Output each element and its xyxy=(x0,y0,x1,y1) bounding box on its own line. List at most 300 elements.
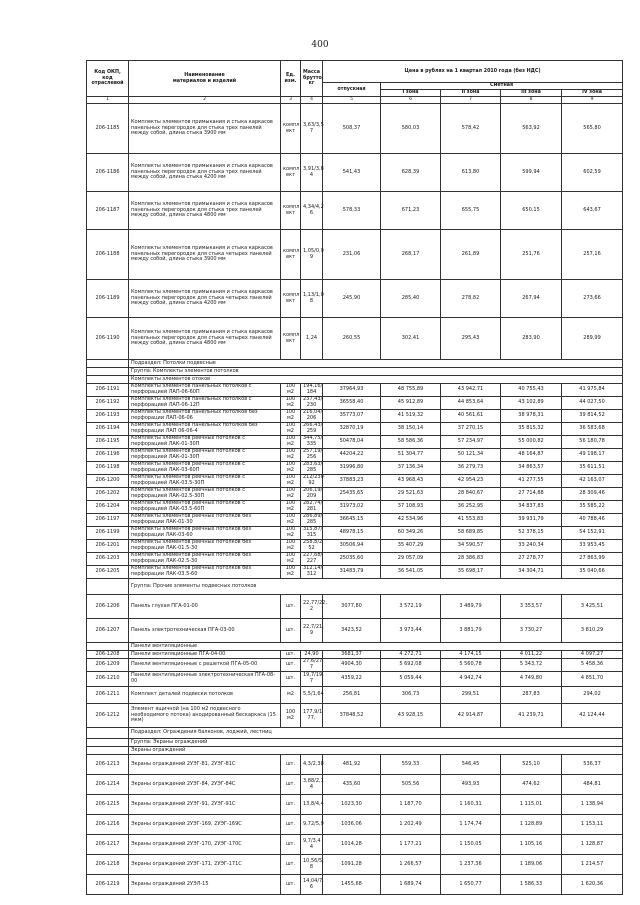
column-number: 4 xyxy=(301,97,323,104)
cell-price-release: 25435,65 xyxy=(323,488,381,501)
cell-mass: 283,63/ 285 xyxy=(301,462,323,475)
cell-price-zone-2: 655,75 xyxy=(441,192,501,230)
cell-name: Комплекты элементов примыкания и стыка каркасов панельных перегородок для стыка четырех панелей между собой, длина стыка 3900 мм xyxy=(129,230,281,280)
cell-price-zone-2: 35 698,17 xyxy=(441,566,501,579)
cell-code: 206-1189 xyxy=(87,280,129,318)
cell-price-zone-4: 36 583,68 xyxy=(562,423,623,436)
cell-price-zone-4: 49 198,17 xyxy=(562,449,623,462)
cell-price-zone-2: 42 914,87 xyxy=(441,704,501,728)
cell-price-zone-4: 39 814,52 xyxy=(562,410,623,423)
cell-price-zone-4: 33 953,45 xyxy=(562,540,623,553)
cell-price-zone-2: 3 489,79 xyxy=(441,595,501,619)
cell-price-release: 37848,52 xyxy=(323,704,381,728)
table-row xyxy=(87,619,623,643)
cell-price-zone-3: 41 277,55 xyxy=(501,475,562,488)
header-mass: Масса брутто, кг xyxy=(301,61,323,97)
cell-unit: шт. xyxy=(281,755,301,775)
cell-name: Комплекты элементов примыкания и стыка каркасов панельных перегородок для стыка трех панелей между собой, длина стыка 4200 мм xyxy=(129,154,281,192)
cell-name: Комплекты элементов реечных потолков без перфорации ЛАК-01.5-30 xyxy=(129,540,281,553)
cell-code: 206-1186 xyxy=(87,154,129,192)
cell-price-zone-3: 525,10 xyxy=(501,755,562,775)
cell-price-zone-4: 35 611,51 xyxy=(562,462,623,475)
cell-price-release: 48978,15 xyxy=(323,527,381,540)
cell-price-release: 31483,79 xyxy=(323,566,381,579)
cell-price-zone-4: 536,37 xyxy=(562,755,623,775)
table-row xyxy=(87,192,623,230)
section-code xyxy=(87,579,129,595)
cell-code: 206-1193 xyxy=(87,410,129,423)
cell-price-zone-1: 4 272,71 xyxy=(381,651,441,659)
cell-price-zone-3: 34 837,83 xyxy=(501,501,562,514)
cell-name: Комплекты элементов реечных потолков с перфорацией ЛАК-01-30П xyxy=(129,449,281,462)
cell-unit: компл ект xyxy=(281,280,301,318)
cell-unit: шт. xyxy=(281,651,301,659)
cell-mass: 227,68/ 227 xyxy=(301,553,323,566)
cell-name: Комплекты элементов реечных потолков без перфорации ЛАК-03.5-60 xyxy=(129,566,281,579)
section-code xyxy=(87,739,129,747)
cell-price-zone-3: 1 105,16 xyxy=(501,835,562,855)
cell-price-zone-3: 1 115,01 xyxy=(501,795,562,815)
cell-mass: 315,87/ 315 xyxy=(301,527,323,540)
cell-name: Комплекты элементов примыкания и стыка каркасов панельных перегородок для стыка четырех панелей между собой, длина стыка 4800 мм xyxy=(129,318,281,360)
cell-name: Комплекты элементов панельных потолков с перфорацией ЛАП-06-60П xyxy=(129,384,281,397)
cell-price-zone-4: 257,16 xyxy=(562,230,623,280)
section-title: Подраздел: Ограждения балконов, лоджий, лестниц xyxy=(129,728,623,739)
cell-price-zone-2: 299,51 xyxy=(441,687,501,704)
cell-price-zone-1: 36 541,05 xyxy=(381,566,441,579)
cell-price-zone-4: 41 975,84 xyxy=(562,384,623,397)
page-number: 400 xyxy=(311,40,329,50)
cell-price-zone-1: 306,73 xyxy=(381,687,441,704)
cell-code: 206-1203 xyxy=(87,553,129,566)
section-title: Группа: Прочие элементы подвесных потолков xyxy=(129,579,623,595)
cell-code: 206-1206 xyxy=(87,595,129,619)
table-row xyxy=(87,875,623,895)
cell-mass: 286,89/ 285 xyxy=(301,514,323,527)
cell-mass: 177,9/1 77, xyxy=(301,704,323,728)
cell-price-release: 30506,94 xyxy=(323,540,381,553)
table-row xyxy=(87,651,623,659)
cell-mass: 5,5/1,64 xyxy=(301,687,323,704)
cell-code: 206-1214 xyxy=(87,775,129,795)
cell-unit: 100 м2 xyxy=(281,553,301,566)
table-row xyxy=(87,553,623,566)
column-number: 3 xyxy=(281,97,301,104)
cell-unit: шт. xyxy=(281,659,301,672)
cell-name: Панели вентиляционные с решеткой ПГА-05-00 xyxy=(129,659,281,672)
cell-price-zone-1: 45 912,89 xyxy=(381,397,441,410)
cell-price-release: 37883,23 xyxy=(323,475,381,488)
cell-name: Комплекты элементов реечных потолков без перфорации ЛАК-01-30 xyxy=(129,514,281,527)
table-row xyxy=(87,475,623,488)
cell-price-zone-2: 1 237,36 xyxy=(441,855,501,875)
cell-price-zone-2: 28 840,67 xyxy=(441,488,501,501)
cell-code: 206-1213 xyxy=(87,755,129,775)
cell-mass: 24,90 xyxy=(301,651,323,659)
cell-price-zone-2: 36 252,95 xyxy=(441,501,501,514)
column-number: 6 xyxy=(381,97,441,104)
cell-mass: 14,04/7, 6 xyxy=(301,875,323,895)
cell-price-release: 541,43 xyxy=(323,154,381,192)
cell-price-zone-2: 578,42 xyxy=(441,104,501,154)
cell-price-zone-3: 1 189,06 xyxy=(501,855,562,875)
table-row xyxy=(87,795,623,815)
cell-unit: шт. xyxy=(281,672,301,687)
cell-name: Комплекты элементов панельных потолков без перфорации ЛАП 06-06-4 xyxy=(129,423,281,436)
cell-code: 206-1199 xyxy=(87,527,129,540)
table-row xyxy=(87,514,623,527)
cell-price-zone-4: 643,67 xyxy=(562,192,623,230)
cell-unit: шт. xyxy=(281,855,301,875)
cell-price-zone-4: 602,59 xyxy=(562,154,623,192)
price-table xyxy=(86,60,623,895)
cell-price-zone-3: 650,15 xyxy=(501,192,562,230)
cell-unit: компл ект xyxy=(281,104,301,154)
table-row xyxy=(87,815,623,835)
cell-price-zone-2: 58 689,85 xyxy=(441,527,501,540)
cell-price-zone-2: 261,89 xyxy=(441,230,501,280)
cell-price-zone-3: 43 102,89 xyxy=(501,397,562,410)
cell-price-zone-1: 51 304,77 xyxy=(381,449,441,462)
cell-price-release: 231,06 xyxy=(323,230,381,280)
cell-price-zone-4: 1 620,36 xyxy=(562,875,623,895)
cell-price-zone-3: 1 128,89 xyxy=(501,815,562,835)
table-row xyxy=(87,462,623,475)
cell-unit: компл ект xyxy=(281,318,301,360)
cell-price-zone-4: 4 851,70 xyxy=(562,672,623,687)
table-body xyxy=(87,104,623,895)
cell-price-zone-4: 35 040,66 xyxy=(562,566,623,579)
cell-unit: 100 м2 xyxy=(281,410,301,423)
table-row xyxy=(87,595,623,619)
cell-mass: 22,7/21, 9 xyxy=(301,619,323,643)
cell-mass: 258,8/2 52 xyxy=(301,540,323,553)
cell-code: 206-1202 xyxy=(87,488,129,501)
cell-price-zone-2: 5 560,78 xyxy=(441,659,501,672)
cell-mass: 312,14/ 312 xyxy=(301,566,323,579)
cell-unit: м2 xyxy=(281,687,301,704)
column-number: 5 xyxy=(323,97,381,104)
cell-name: Экраны ограждений 2УЭГ-84, 2УЭГ-84С xyxy=(129,775,281,795)
cell-price-release: 1036,06 xyxy=(323,815,381,835)
section-row xyxy=(87,747,623,755)
cell-price-zone-4: 484,81 xyxy=(562,775,623,795)
cell-name: Экраны ограждений 2УЭГ-81, 2УЭГ-81С xyxy=(129,755,281,775)
cell-code: 206-1208 xyxy=(87,651,129,659)
cell-code: 206-1205 xyxy=(87,566,129,579)
cell-price-zone-3: 4 011,22 xyxy=(501,651,562,659)
cell-name: Комплекты элементов примыкания и стыка каркасов панельных перегородок для стыка трех панелей между собой, длина стыка 3900 мм xyxy=(129,104,281,154)
column-number: 8 xyxy=(501,97,562,104)
section-title: Группа: Экраны ограждений xyxy=(129,739,623,747)
cell-price-zone-4: 3 425,51 xyxy=(562,595,623,619)
cell-price-zone-3: 27 714,88 xyxy=(501,488,562,501)
cell-name: Панель электротехническая ПГА-03-00 xyxy=(129,619,281,643)
header-zone-3: III зона xyxy=(501,90,562,97)
cell-price-zone-3: 35 815,32 xyxy=(501,423,562,436)
cell-price-zone-1: 43 928,15 xyxy=(381,704,441,728)
cell-price-zone-2: 1 150,05 xyxy=(441,835,501,855)
cell-code: 206-1191 xyxy=(87,384,129,397)
cell-unit: шт. xyxy=(281,875,301,895)
cell-price-zone-1: 48 755,89 xyxy=(381,384,441,397)
cell-mass: 13,8/4,4 xyxy=(301,795,323,815)
cell-price-release: 50478,04 xyxy=(323,436,381,449)
cell-price-zone-4: 27 863,99 xyxy=(562,553,623,566)
table-row xyxy=(87,449,623,462)
cell-price-zone-3: 267,94 xyxy=(501,280,562,318)
column-number: 2 xyxy=(129,97,281,104)
cell-code: 206-1212 xyxy=(87,704,129,728)
section-code xyxy=(87,728,129,739)
cell-price-zone-4: 565,80 xyxy=(562,104,623,154)
cell-price-zone-3: 5 343,72 xyxy=(501,659,562,672)
section-code xyxy=(87,747,129,755)
cell-price-release: 1023,30 xyxy=(323,795,381,815)
cell-unit: 100 м2 xyxy=(281,514,301,527)
table-row xyxy=(87,775,623,795)
cell-unit: шт. xyxy=(281,815,301,835)
cell-price-zone-2: 4 942,74 xyxy=(441,672,501,687)
cell-price-zone-2: 41 553,83 xyxy=(441,514,501,527)
header-estimates: Сметная xyxy=(381,83,623,90)
cell-price-zone-4: 1 214,57 xyxy=(562,855,623,875)
cell-price-zone-2: 295,43 xyxy=(441,318,501,360)
cell-price-zone-2: 546,45 xyxy=(441,755,501,775)
cell-mass: 10,56/5, 8 xyxy=(301,855,323,875)
cell-price-release: 4359,22 xyxy=(323,672,381,687)
cell-mass: 9,72/5,9 xyxy=(301,815,323,835)
cell-price-zone-2: 4 174,15 xyxy=(441,651,501,659)
cell-price-zone-1: 1 177,21 xyxy=(381,835,441,855)
table-row xyxy=(87,687,623,704)
section-code xyxy=(87,643,129,651)
cell-price-zone-1: 1 187,70 xyxy=(381,795,441,815)
cell-price-release: 3077,80 xyxy=(323,595,381,619)
cell-code: 206-1197 xyxy=(87,514,129,527)
section-row xyxy=(87,360,623,368)
cell-price-zone-2: 1 174,74 xyxy=(441,815,501,835)
table-row xyxy=(87,527,623,540)
cell-price-zone-4: 289,99 xyxy=(562,318,623,360)
cell-price-zone-3: 38 978,31 xyxy=(501,410,562,423)
cell-price-zone-1: 29 521,63 xyxy=(381,488,441,501)
cell-name: Экраны ограждений 2УЭЛ-15 xyxy=(129,875,281,895)
header-unit: Ед. изм. xyxy=(281,61,301,97)
section-title: Экраны ограждений xyxy=(129,747,623,755)
cell-code: 206-1198 xyxy=(87,462,129,475)
column-numbers-row xyxy=(87,97,623,104)
section-row xyxy=(87,728,623,739)
cell-price-release: 31973,02 xyxy=(323,501,381,514)
cell-unit: шт. xyxy=(281,835,301,855)
cell-price-zone-3: 474,62 xyxy=(501,775,562,795)
cell-price-release: 36558,40 xyxy=(323,397,381,410)
section-code xyxy=(87,376,129,384)
cell-price-zone-4: 42 124,44 xyxy=(562,704,623,728)
cell-name: Комплекты элементов панельных потолков без перфорации ЛАП-06-06 xyxy=(129,410,281,423)
cell-price-release: 35773,07 xyxy=(323,410,381,423)
cell-code: 206-1216 xyxy=(87,815,129,835)
column-number: 9 xyxy=(562,97,623,104)
cell-price-zone-2: 613,80 xyxy=(441,154,501,192)
cell-price-zone-2: 34 590,57 xyxy=(441,540,501,553)
cell-name: Комплекты элементов реечных потолков с перфорацией ЛАК-02.5-30П xyxy=(129,488,281,501)
cell-price-zone-3: 27 278,77 xyxy=(501,553,562,566)
cell-price-zone-4: 35 585,22 xyxy=(562,501,623,514)
cell-mass: 282,74/ 281 xyxy=(301,501,323,514)
table-row xyxy=(87,501,623,514)
cell-price-zone-4: 273,66 xyxy=(562,280,623,318)
cell-mass: 27,6/27, 7 xyxy=(301,659,323,672)
table-row xyxy=(87,154,623,192)
cell-mass: 22,77/22, 2 xyxy=(301,595,323,619)
cell-mass: 1,05/0,9 9 xyxy=(301,230,323,280)
cell-name: Комплекты элементов реечных потолков с перфорацией ЛАК-03.5-30П xyxy=(129,475,281,488)
cell-unit: компл ект xyxy=(281,154,301,192)
cell-code: 206-1190 xyxy=(87,318,129,360)
cell-mass: 206,19/ 209 xyxy=(301,488,323,501)
section-code xyxy=(87,368,129,376)
cell-price-zone-1: 5 059,44 xyxy=(381,672,441,687)
cell-unit: шт. xyxy=(281,619,301,643)
cell-price-zone-2: 493,93 xyxy=(441,775,501,795)
cell-price-zone-1: 41 519,32 xyxy=(381,410,441,423)
cell-mass: 19,7/19, 7 xyxy=(301,672,323,687)
cell-price-zone-1: 43 968,43 xyxy=(381,475,441,488)
cell-price-zone-2: 28 386,83 xyxy=(441,553,501,566)
cell-price-zone-4: 1 138,94 xyxy=(562,795,623,815)
cell-code: 206-1185 xyxy=(87,104,129,154)
cell-price-zone-4: 28 309,46 xyxy=(562,488,623,501)
cell-price-zone-4: 54 152,91 xyxy=(562,527,623,540)
header-zone-4: IV зона xyxy=(562,90,623,97)
table-row xyxy=(87,397,623,410)
header-release: отпускная xyxy=(323,83,381,97)
cell-mass: 9,7/3,4 4 xyxy=(301,835,323,855)
cell-code: 206-1194 xyxy=(87,423,129,436)
cell-price-release: 36645,15 xyxy=(323,514,381,527)
cell-price-release: 260,55 xyxy=(323,318,381,360)
table-row xyxy=(87,436,623,449)
cell-price-zone-1: 1 689,74 xyxy=(381,875,441,895)
table-row xyxy=(87,672,623,687)
table-row xyxy=(87,855,623,875)
cell-price-zone-1: 58 586,36 xyxy=(381,436,441,449)
cell-price-zone-4: 1 153,11 xyxy=(562,815,623,835)
cell-code: 206-1192 xyxy=(87,397,129,410)
table-header xyxy=(87,61,623,104)
cell-unit: шт. xyxy=(281,595,301,619)
cell-price-zone-2: 44 853,64 xyxy=(441,397,501,410)
table-row xyxy=(87,659,623,672)
cell-price-release: 44204,22 xyxy=(323,449,381,462)
cell-price-zone-4: 5 458,36 xyxy=(562,659,623,672)
cell-price-zone-1: 580,03 xyxy=(381,104,441,154)
section-title: Подраздел: Потолки подвесные xyxy=(129,360,623,368)
cell-name: Комплекты элементов примыкания и стыка каркасов панельных перегородок для стыка четырех панелей между собой, длина стыка 4200 мм xyxy=(129,280,281,318)
cell-price-release: 3681,37 xyxy=(323,651,381,659)
cell-price-release: 31996,80 xyxy=(323,462,381,475)
cell-price-zone-2: 1 160,31 xyxy=(441,795,501,815)
section-row xyxy=(87,643,623,651)
cell-price-zone-1: 285,40 xyxy=(381,280,441,318)
section-row xyxy=(87,579,623,595)
cell-price-zone-4: 1 128,87 xyxy=(562,835,623,855)
cell-price-zone-2: 37 270,15 xyxy=(441,423,501,436)
cell-name: Экраны ограждений 2УЭГ-91, 2УЭГ-91С xyxy=(129,795,281,815)
cell-mass: 266,43/ 259 xyxy=(301,423,323,436)
cell-price-zone-2: 57 234,97 xyxy=(441,436,501,449)
cell-price-zone-4: 3 810,29 xyxy=(562,619,623,643)
cell-price-zone-1: 5 692,08 xyxy=(381,659,441,672)
cell-unit: шт. xyxy=(281,775,301,795)
cell-unit: 100 м2 xyxy=(281,540,301,553)
cell-price-zone-4: 42 163,07 xyxy=(562,475,623,488)
cell-unit: 100 м2 xyxy=(281,423,301,436)
cell-name: Экраны ограждений 2УЭГ-171, 2УЭГ-171С xyxy=(129,855,281,875)
cell-price-release: 37964,93 xyxy=(323,384,381,397)
cell-price-release: 245,90 xyxy=(323,280,381,318)
cell-price-zone-3: 3 730,27 xyxy=(501,619,562,643)
cell-unit: 100 м2 xyxy=(281,501,301,514)
cell-unit: 100 м2 xyxy=(281,488,301,501)
cell-price-zone-1: 268,17 xyxy=(381,230,441,280)
cell-price-zone-3: 4 749,80 xyxy=(501,672,562,687)
cell-price-zone-3: 55 000,82 xyxy=(501,436,562,449)
cell-price-zone-3: 33 240,34 xyxy=(501,540,562,553)
cell-code: 206-1219 xyxy=(87,875,129,895)
cell-price-zone-2: 278,82 xyxy=(441,280,501,318)
cell-code: 206-1187 xyxy=(87,192,129,230)
table-row xyxy=(87,230,623,280)
table-row xyxy=(87,540,623,553)
cell-price-zone-3: 283,90 xyxy=(501,318,562,360)
cell-price-zone-3: 1 586,33 xyxy=(501,875,562,895)
cell-code: 206-1195 xyxy=(87,436,129,449)
cell-name: Панель глухая ПГА-01-00 xyxy=(129,595,281,619)
cell-mass: 237,43/ 230 xyxy=(301,397,323,410)
header-price-title: Цена в рублях на 1 квартал 2010 года (без НДС) xyxy=(323,61,623,83)
cell-price-zone-1: 3 973,44 xyxy=(381,619,441,643)
cell-price-zone-3: 41 239,71 xyxy=(501,704,562,728)
cell-price-zone-1: 38 150,14 xyxy=(381,423,441,436)
section-title: Комплекты элементов отоков xyxy=(129,376,623,384)
cell-mass: 194,16/ 184 xyxy=(301,384,323,397)
cell-price-zone-4: 56 180,78 xyxy=(562,436,623,449)
cell-price-zone-1: 37 136,34 xyxy=(381,462,441,475)
cell-name: Комплекты элементов реечных потолков с перфорацией ЛАК-03.5-60П xyxy=(129,501,281,514)
cell-name: Комплекты элементов панельных потолков с перфорацией ЛАП-06-12П xyxy=(129,397,281,410)
cell-code: 206-1217 xyxy=(87,835,129,855)
table-row xyxy=(87,755,623,775)
cell-mass: 212/230 92 xyxy=(301,475,323,488)
cell-unit: 100 м2 xyxy=(281,397,301,410)
cell-name: Панели вентиляционные ПГА-04-00 xyxy=(129,651,281,659)
cell-unit: 100 м2 xyxy=(281,704,301,728)
cell-price-zone-2: 3 881,79 xyxy=(441,619,501,643)
cell-price-zone-2: 1 650,77 xyxy=(441,875,501,895)
cell-mass: 344,75/ 335 xyxy=(301,436,323,449)
cell-code: 206-1215 xyxy=(87,795,129,815)
cell-price-zone-3: 251,76 xyxy=(501,230,562,280)
cell-name: Комплекты элементов реечных потолков с перфорацией ЛАК-01-30П xyxy=(129,436,281,449)
cell-price-release: 3423,52 xyxy=(323,619,381,643)
cell-mass: 3,88/2,1 4 xyxy=(301,775,323,795)
table-row xyxy=(87,280,623,318)
cell-price-zone-1: 1 266,57 xyxy=(381,855,441,875)
cell-unit: шт. xyxy=(281,795,301,815)
